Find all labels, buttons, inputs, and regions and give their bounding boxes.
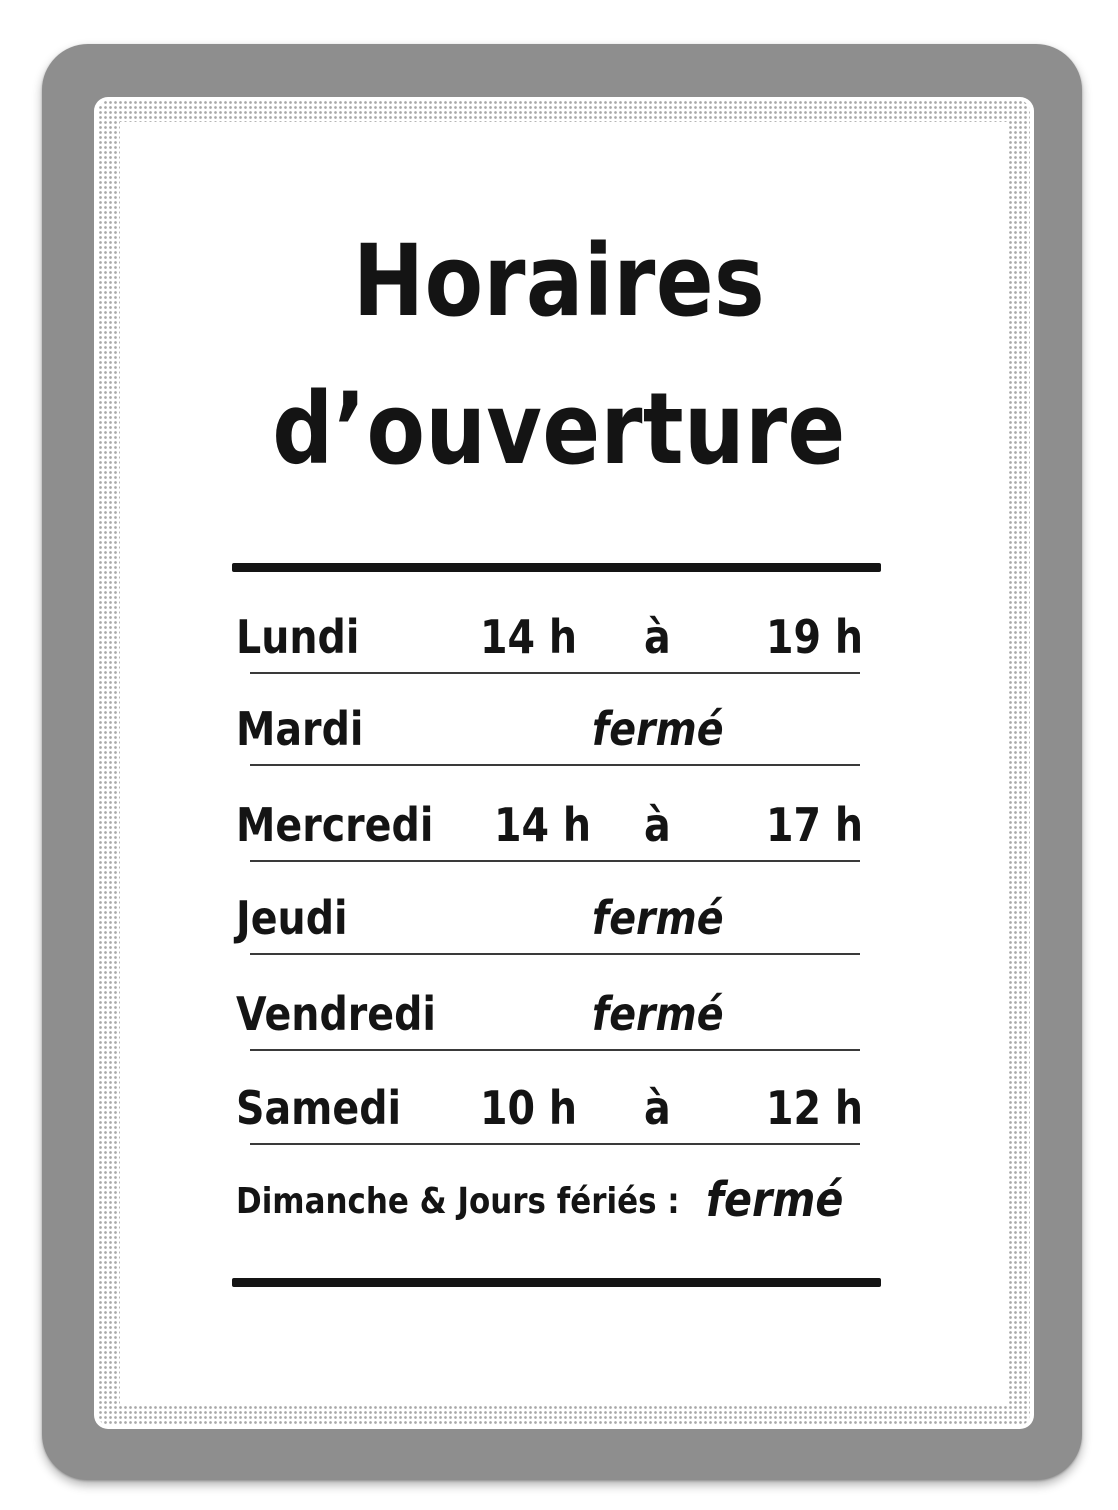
hours-row-lundi (236, 610, 863, 674)
opening-time: 14 h (480, 610, 577, 664)
day-label: Mercredi (236, 798, 434, 852)
bottom-rule (232, 1278, 881, 1287)
to-word: à (644, 798, 671, 852)
to-word: à (644, 1081, 671, 1135)
hours-row-jeudi (236, 891, 860, 955)
row-separator (250, 953, 860, 955)
day-label: Samedi (236, 1081, 402, 1135)
closing-time: 17 h (766, 798, 863, 852)
day-label: Vendredi (236, 987, 436, 1041)
closed-label: fermé (592, 987, 724, 1041)
hours-row-vendredi (236, 987, 860, 1051)
to-word: à (644, 610, 671, 664)
day-label: Mardi (236, 702, 364, 756)
title-line-1: Horaires (352, 224, 766, 339)
row-separator (250, 764, 860, 766)
hours-row-mardi (236, 702, 860, 766)
closing-time: 19 h (766, 610, 863, 664)
title-line-2: d’ouverture (272, 372, 846, 487)
opening-time: 10 h (480, 1081, 577, 1135)
opening-time: 14 h (494, 798, 591, 852)
day-label: Jeudi (236, 891, 348, 945)
sunday-holidays-label: Dimanche & Jours fériés : (236, 1181, 680, 1222)
row-separator (250, 1143, 860, 1145)
hours-row-mercredi (236, 798, 863, 862)
row-separator (250, 860, 860, 862)
hours-row-samedi (236, 1081, 863, 1145)
day-label: Lundi (236, 610, 360, 664)
closed-label: fermé (592, 891, 724, 945)
closing-time: 12 h (766, 1081, 863, 1135)
closed-label: fermé (592, 702, 724, 756)
row-separator (250, 672, 860, 674)
top-rule (232, 563, 881, 572)
sunday-closed-label: fermé (706, 1172, 844, 1228)
row-separator (250, 1049, 860, 1051)
